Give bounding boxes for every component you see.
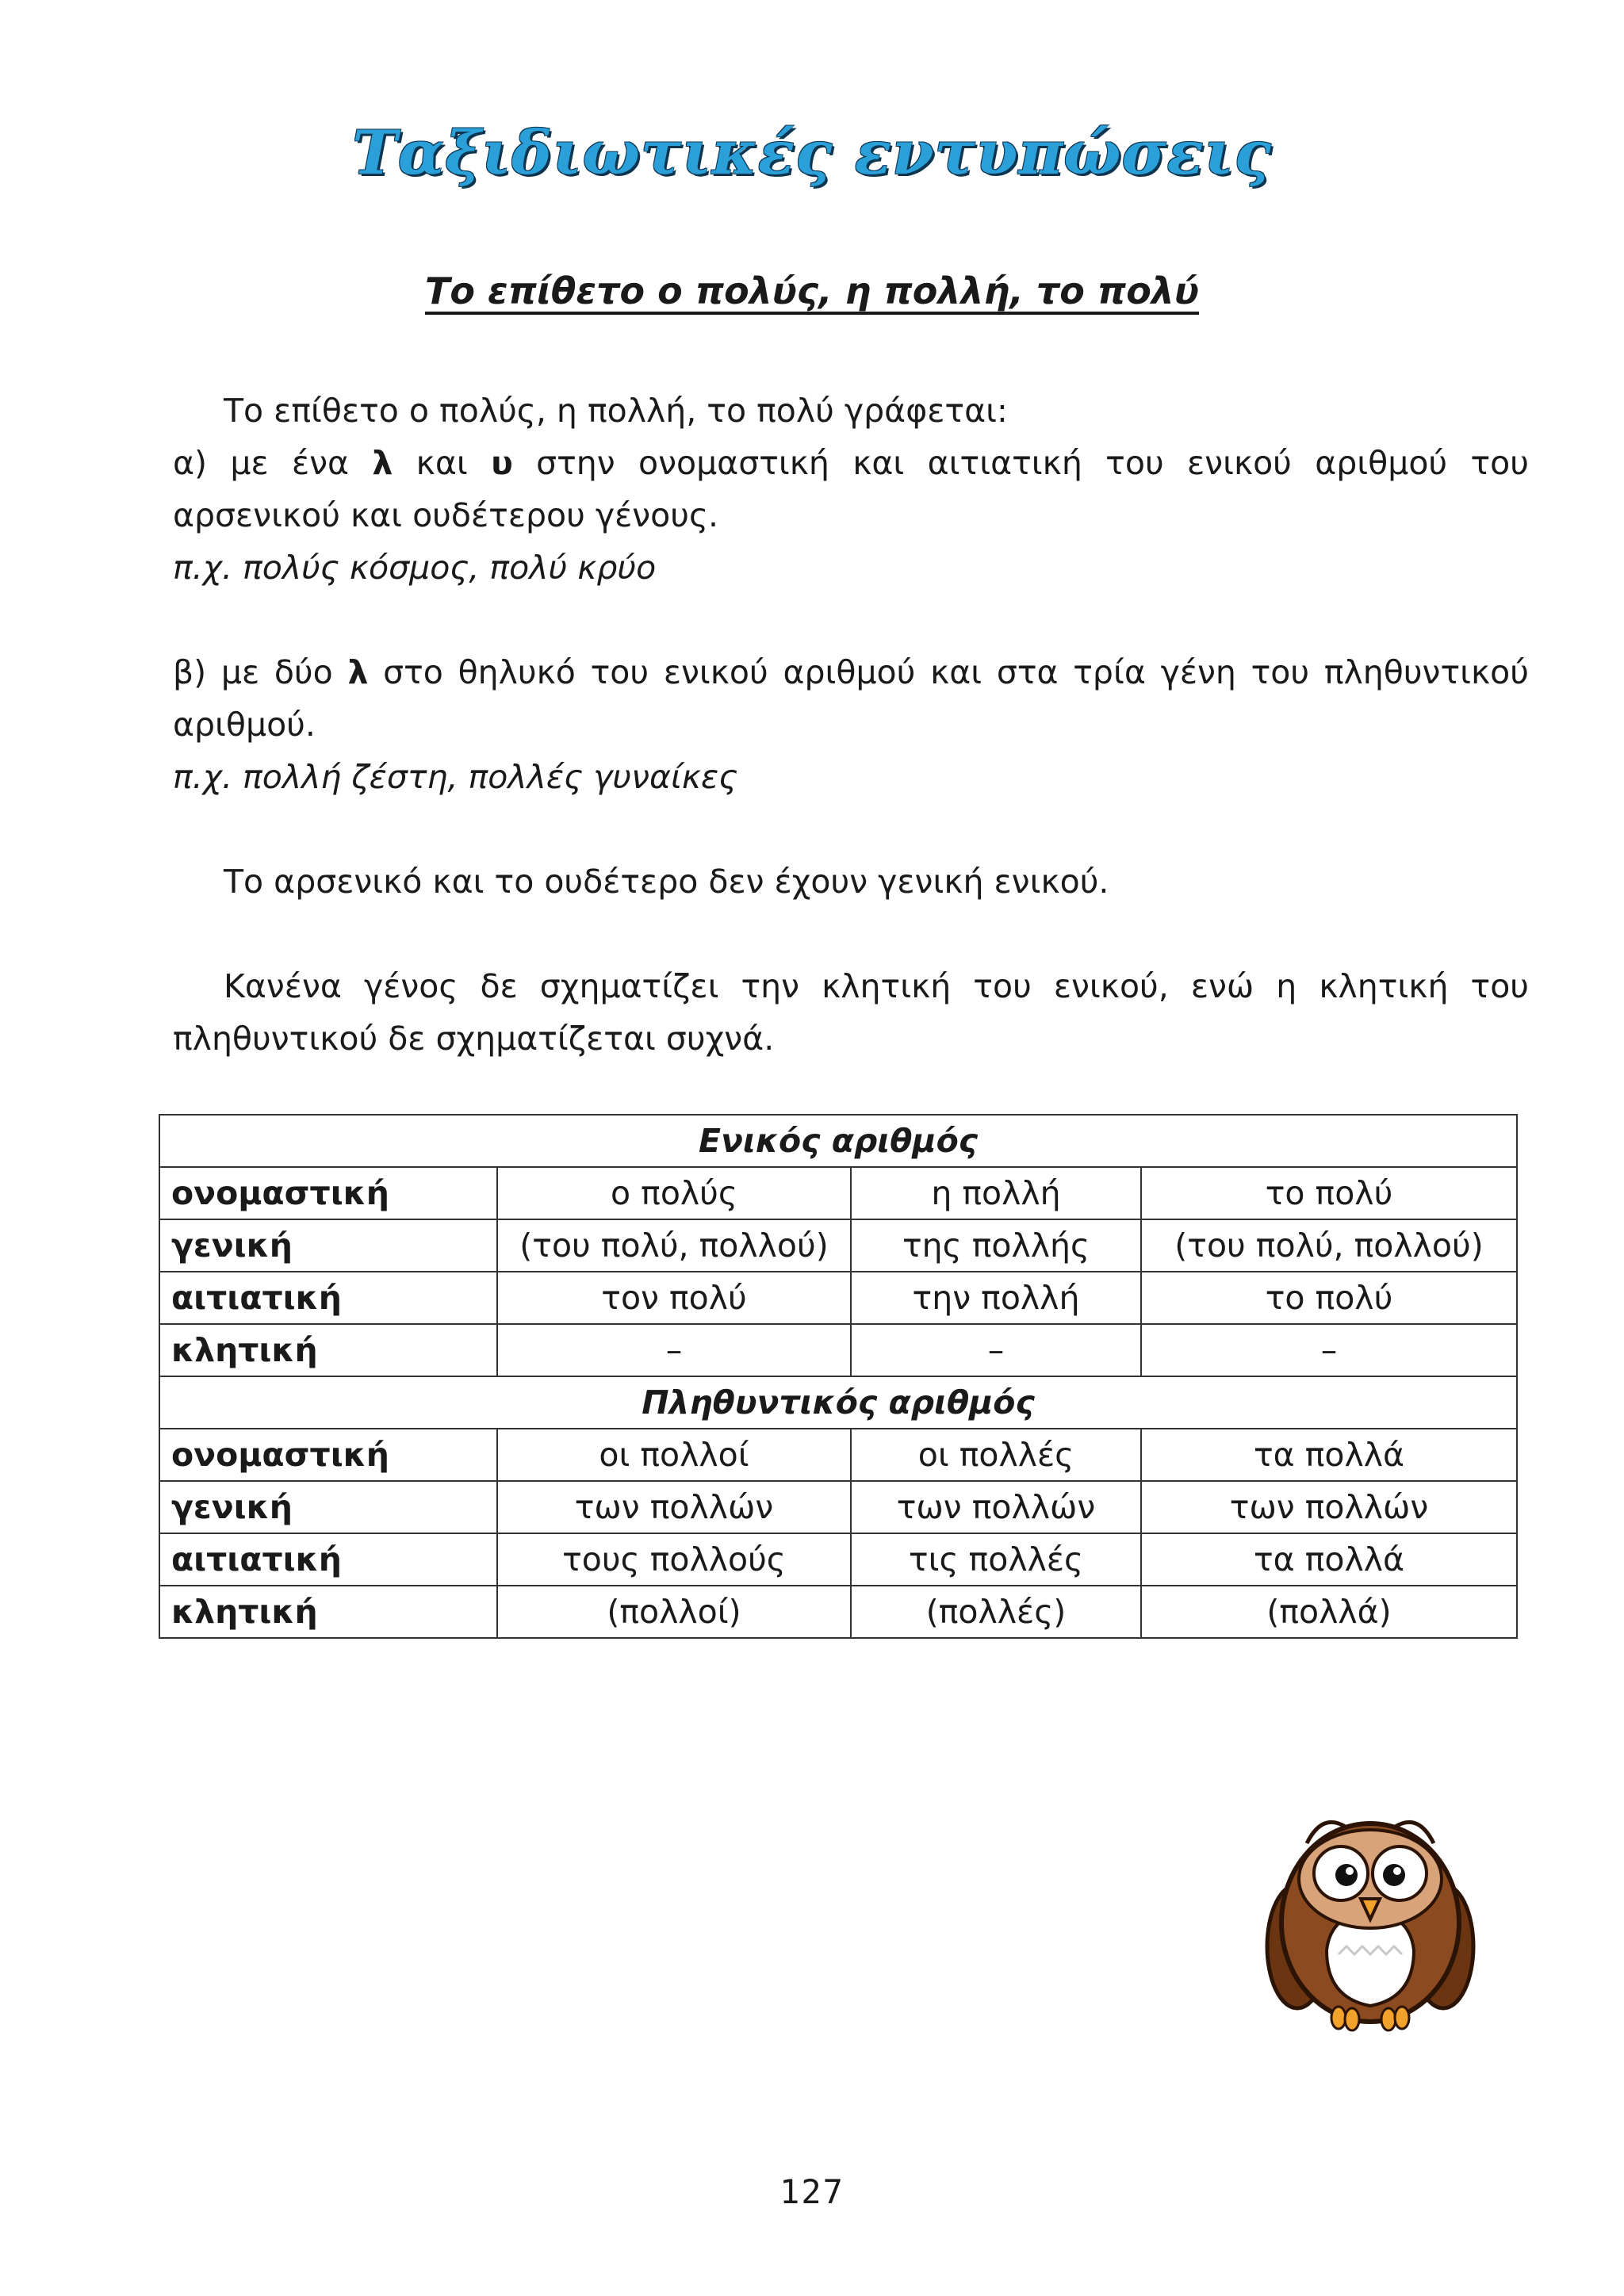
table-row: [159, 1586, 1517, 1638]
singular-header: Ενικός αριθμός: [159, 1115, 1517, 1167]
rule-b: [173, 646, 1529, 751]
case-label: ονομαστική: [159, 1167, 497, 1219]
feminine-cell: τις πολλές: [851, 1533, 1141, 1586]
case-label: κλητική: [159, 1586, 497, 1638]
table-row: [159, 1324, 1517, 1376]
declension-table-body: [159, 1115, 1517, 1638]
masculine-cell: –: [497, 1324, 851, 1376]
neuter-cell: (πολλά): [1141, 1586, 1517, 1638]
feminine-cell: –: [851, 1324, 1141, 1376]
rule-a-letter-upsilon: υ: [491, 444, 513, 482]
table-row: [159, 1533, 1517, 1586]
page-number: 127: [779, 2172, 845, 2211]
intro-text: Το επίθετο ο πολύς, η πολλή, το πολύ γράφεται:: [224, 392, 1008, 430]
neuter-cell: (του πολύ, πολλού): [1141, 1219, 1517, 1272]
case-label: γενική: [159, 1481, 497, 1533]
masculine-cell: (του πολύ, πολλού): [497, 1219, 851, 1272]
plural-header-row: [159, 1376, 1517, 1429]
rule-b-letter-lambda: λ: [347, 653, 369, 691]
case-label: αιτιατική: [159, 1272, 497, 1324]
neuter-cell: τα πολλά: [1141, 1533, 1517, 1586]
rule-a-prefix: α) με ένα: [173, 444, 373, 482]
feminine-cell: η πολλή: [851, 1167, 1141, 1219]
masculine-cell: τους πολλούς: [497, 1533, 851, 1586]
plural-header: Πληθυντικός αριθμός: [159, 1376, 1517, 1429]
case-label: γενική: [159, 1219, 497, 1272]
table-row: [159, 1429, 1517, 1481]
feminine-cell: οι πολλές: [851, 1429, 1141, 1481]
masculine-cell: οι πολλοί: [497, 1429, 851, 1481]
neuter-cell: των πολλών: [1141, 1481, 1517, 1533]
feminine-cell: (πολλές): [851, 1586, 1141, 1638]
rule-a: [173, 437, 1529, 541]
note-vocative: Κανένα γένος δε σχηματίζει την κλητική του ενικού, ενώ η κλητική του πληθυντικού δε σχηματίζεται συχνά.: [173, 967, 1529, 1058]
rule-b-example: π.χ. πολλή ζέστη, πολλές γυναίκες: [173, 758, 738, 796]
neuter-cell: –: [1141, 1324, 1517, 1376]
rule-a-mid: και: [393, 444, 492, 482]
case-label: ονομαστική: [159, 1429, 497, 1481]
masculine-cell: τον πολύ: [497, 1272, 851, 1324]
note-genitive: Το αρσενικό και το ουδέτερο δεν έχουν γενική ενικού.: [224, 863, 1109, 901]
section-title: Το επίθετο ο πολύς, η πολλή, το πολύ: [425, 270, 1199, 312]
feminine-cell: της πολλής: [851, 1219, 1141, 1272]
feminine-cell: των πολλών: [851, 1481, 1141, 1533]
neuter-cell: το πολύ: [1141, 1167, 1517, 1219]
table-row: [159, 1219, 1517, 1272]
rule-b-prefix: β) με δύο: [173, 653, 348, 691]
singular-header-row: [159, 1115, 1517, 1167]
neuter-cell: το πολύ: [1141, 1272, 1517, 1324]
declension-table: [159, 1114, 1518, 1639]
rule-a-letter-lambda: λ: [372, 444, 393, 482]
table-row: [159, 1481, 1517, 1533]
page-header-title: Ταξιδιωτικές εντυπώσεις: [352, 117, 1272, 188]
masculine-cell: των πολλών: [497, 1481, 851, 1533]
rule-a-example: π.χ. πολύς κόσμος, πολύ κρύο: [173, 549, 657, 587]
rule-b-suffix: στο θηλυκό του ενικού αριθμού και στα τρία γένη του πληθυντικού αριθμού.: [173, 653, 1529, 744]
lesson-body: [173, 385, 1529, 1065]
table-row: [159, 1272, 1517, 1324]
masculine-cell: ο πολύς: [497, 1167, 851, 1219]
owl-mascot-icon: [1251, 1796, 1489, 2034]
table-row: [159, 1167, 1517, 1219]
rule-a-suffix: στην ονομαστική και αιτιατική του ενικού αριθμού του αρσενικού και ουδέτερου γένους.: [173, 444, 1529, 534]
case-label: κλητική: [159, 1324, 497, 1376]
neuter-cell: τα πολλά: [1141, 1429, 1517, 1481]
masculine-cell: (πολλοί): [497, 1586, 851, 1638]
case-label: αιτιατική: [159, 1533, 497, 1586]
feminine-cell: την πολλή: [851, 1272, 1141, 1324]
